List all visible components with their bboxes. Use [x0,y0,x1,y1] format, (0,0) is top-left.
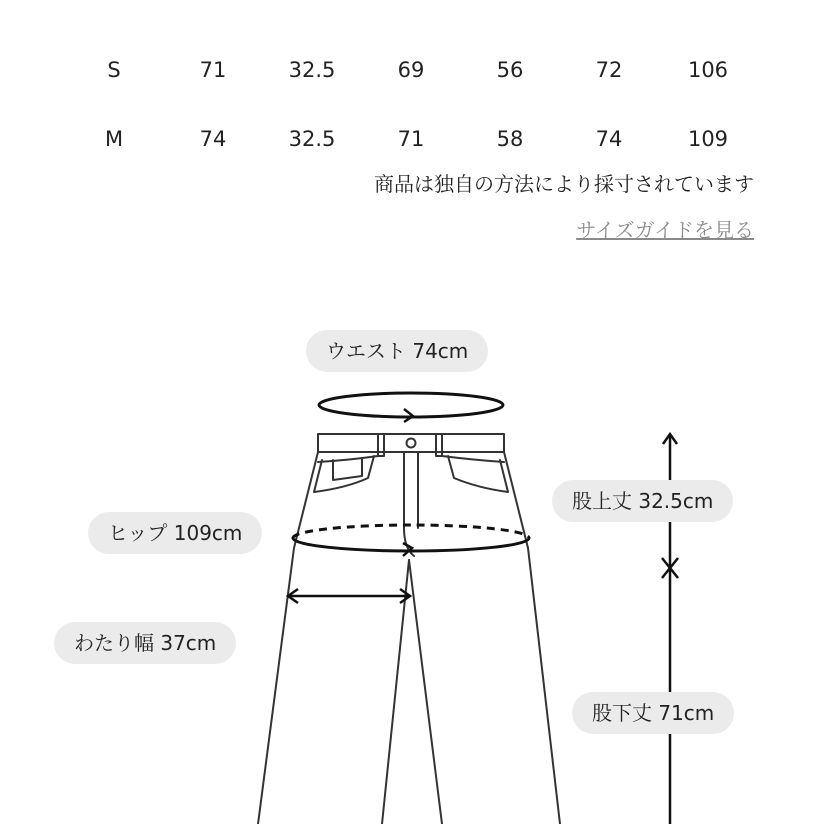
waist-measure [319,393,503,422]
size-label: M [104,127,124,151]
table-cell: 72 [595,58,623,82]
table-cell: 106 [687,58,729,82]
rise-label: 股上丈 32.5cm [552,480,733,522]
waist-label: ウエスト 74cm [306,330,488,372]
pants-outline [258,452,318,824]
thigh-width-label: わたり幅 37cm [54,622,236,664]
inseam-label: 股下丈 71cm [572,692,734,734]
size-guide-link[interactable]: サイズガイドを見る [576,218,754,242]
table-cell: 69 [397,58,425,82]
table-cell: 71 [199,58,227,82]
front-pocket [318,456,378,462]
pants-outline [409,560,442,824]
hip-label: ヒップ 109cm [88,512,262,554]
pants-outline [504,452,560,824]
button [407,439,416,448]
table-cell: 56 [496,58,524,82]
fly-stitch [404,452,414,556]
size-label: S [107,58,121,82]
table-cell: 71 [397,127,425,151]
measurement-note: 商品は独自の方法により採寸されています [374,172,754,196]
front-pocket [442,456,504,462]
hip-measure [293,525,529,556]
table-cell: 109 [687,127,729,151]
table-cell: 74 [199,127,227,151]
table-cell: 74 [595,127,623,151]
thigh-measure [288,589,410,603]
table-cell: 32.5 [288,127,336,151]
table-cell: 32.5 [288,58,336,82]
waistband [318,434,504,452]
table-cell: 58 [496,127,524,151]
